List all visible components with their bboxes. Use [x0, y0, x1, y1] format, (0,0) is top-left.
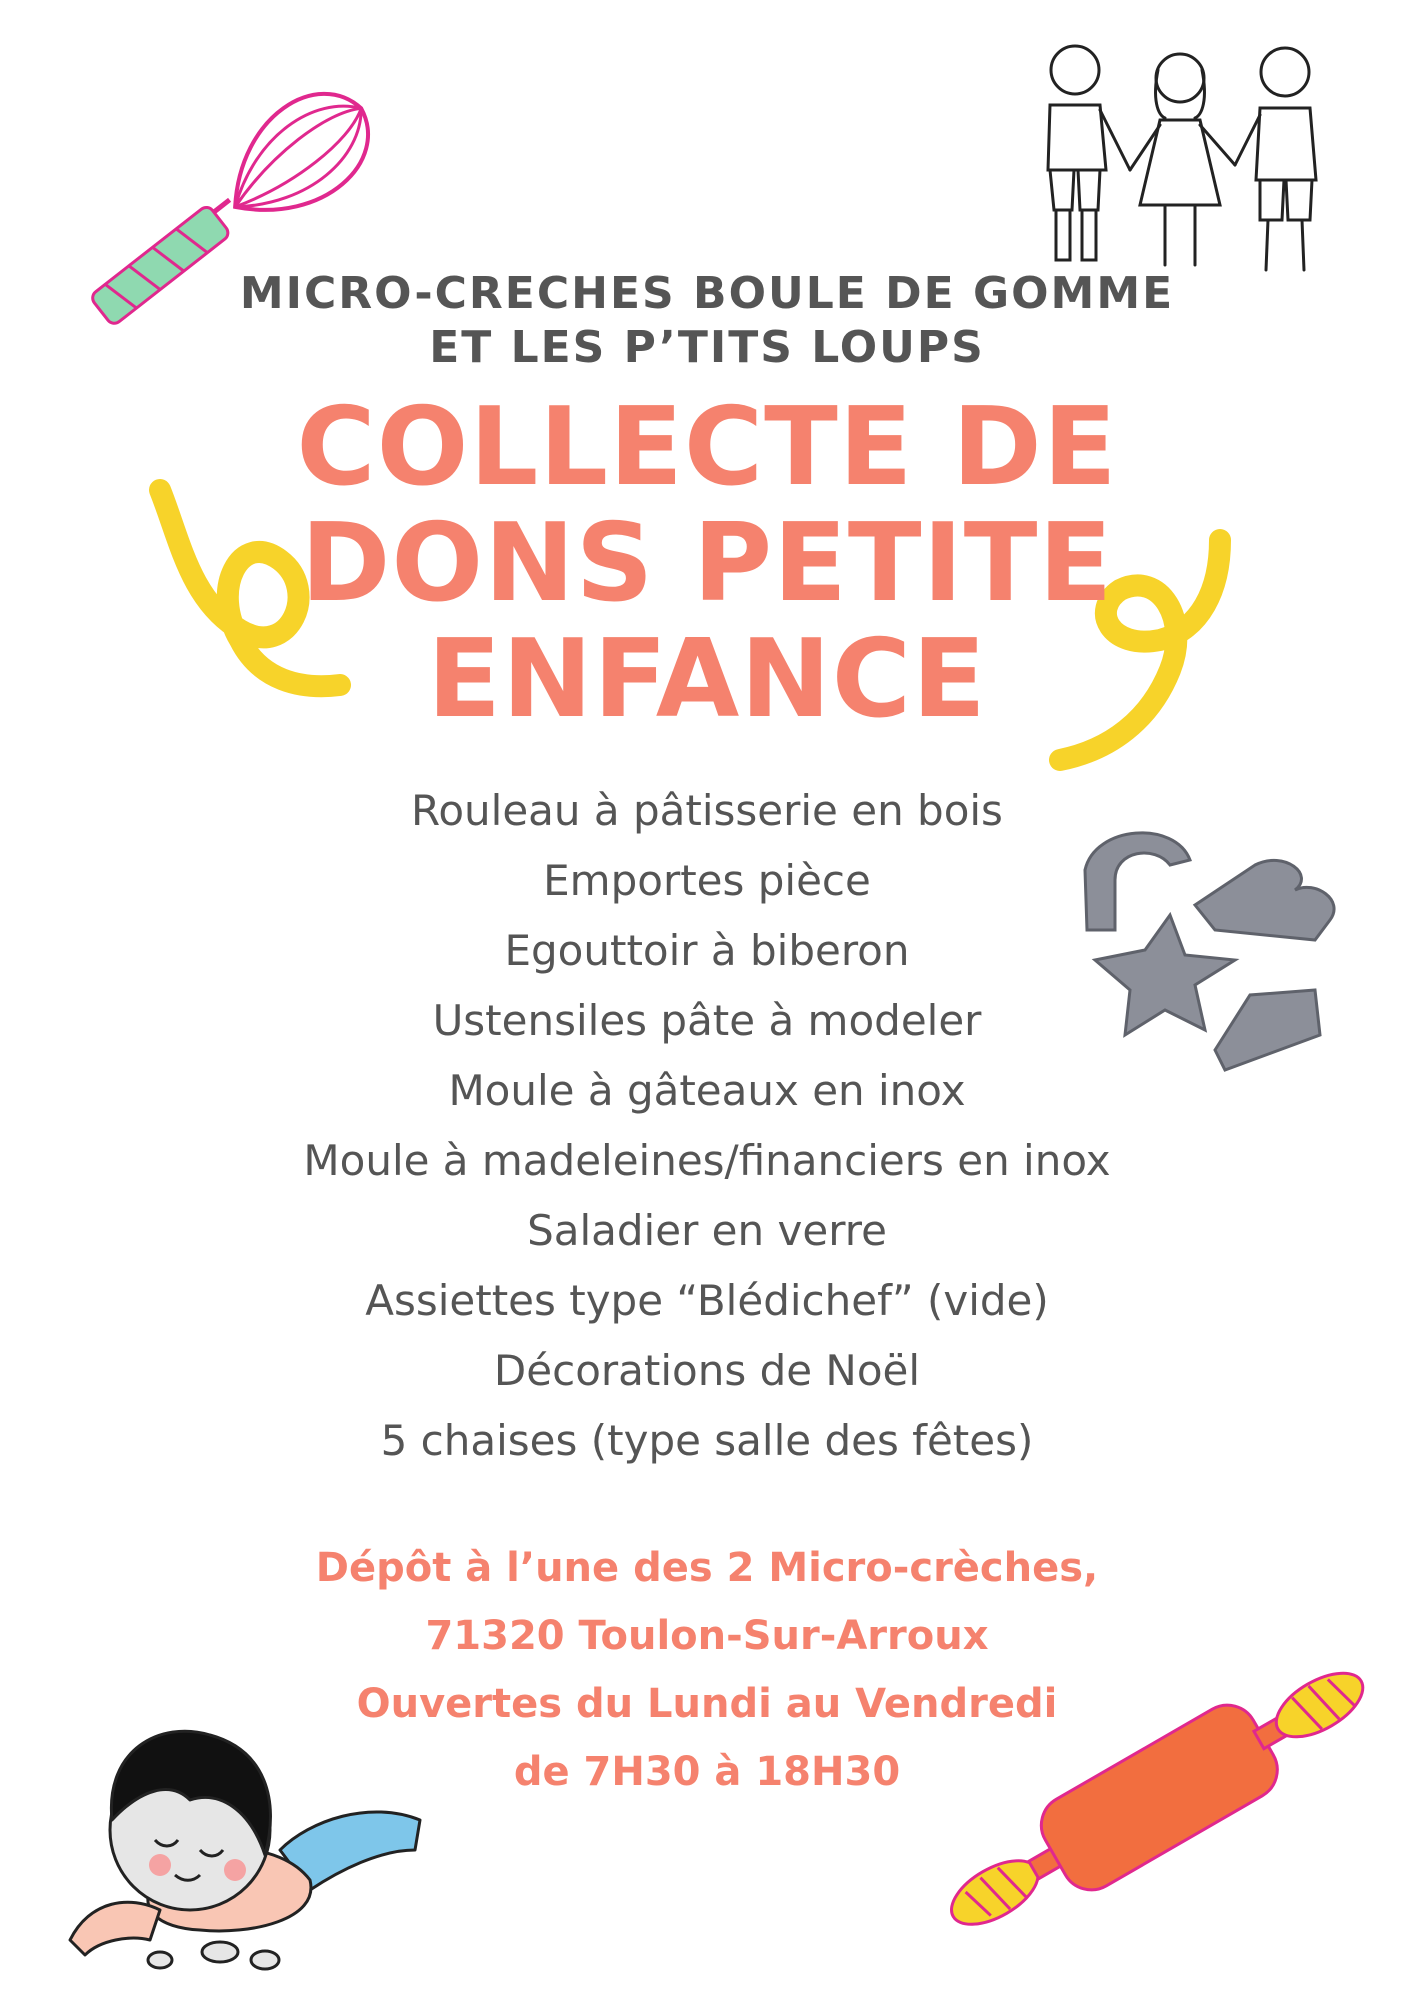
sleeping-child-icon	[50, 1690, 450, 1980]
donation-items-list	[0, 776, 1414, 1476]
rolling-pin-icon	[930, 1640, 1380, 1960]
header-line-2: ET LES P’TITS LOUPS	[429, 322, 985, 373]
footer-line-2: 71320 Toulon-Sur-Arroux	[425, 1613, 989, 1659]
list-item: 5 chaises (type salle des fêtes)	[380, 1416, 1034, 1465]
title-line-3: ENFANCE	[427, 617, 987, 742]
list-item: Décorations de Noël	[493, 1346, 921, 1395]
list-item: Assiettes type “Blédichef” (vide)	[365, 1276, 1049, 1325]
list-item: Emportes pièce	[543, 856, 871, 905]
list-item: Rouleau à pâtisserie en bois	[411, 786, 1003, 835]
list-item: Saladier en verre	[527, 1206, 887, 1255]
header-line-1: MICRO-CRECHES BOULE DE GOMME	[239, 268, 1175, 319]
title-line-2: DONS PETITE	[300, 501, 1114, 626]
list-item: Moule à madeleines/financiers en inox	[303, 1136, 1111, 1185]
children-holding-hands-icon	[1020, 30, 1340, 280]
footer-line-1: Dépôt à l’une des 2 Micro-crèches,	[315, 1545, 1099, 1591]
list-item: Ustensiles pâte à modeler	[432, 996, 982, 1045]
list-item: Egouttoir à biberon	[504, 926, 910, 975]
footer-line-4: de 7H30 à 18H30	[513, 1749, 901, 1795]
footer-line-3: Ouvertes du Lundi au Vendredi	[356, 1681, 1058, 1727]
title-line-1: COLLECTE DE	[296, 385, 1118, 510]
list-item: Moule à gâteaux en inox	[448, 1066, 966, 1115]
